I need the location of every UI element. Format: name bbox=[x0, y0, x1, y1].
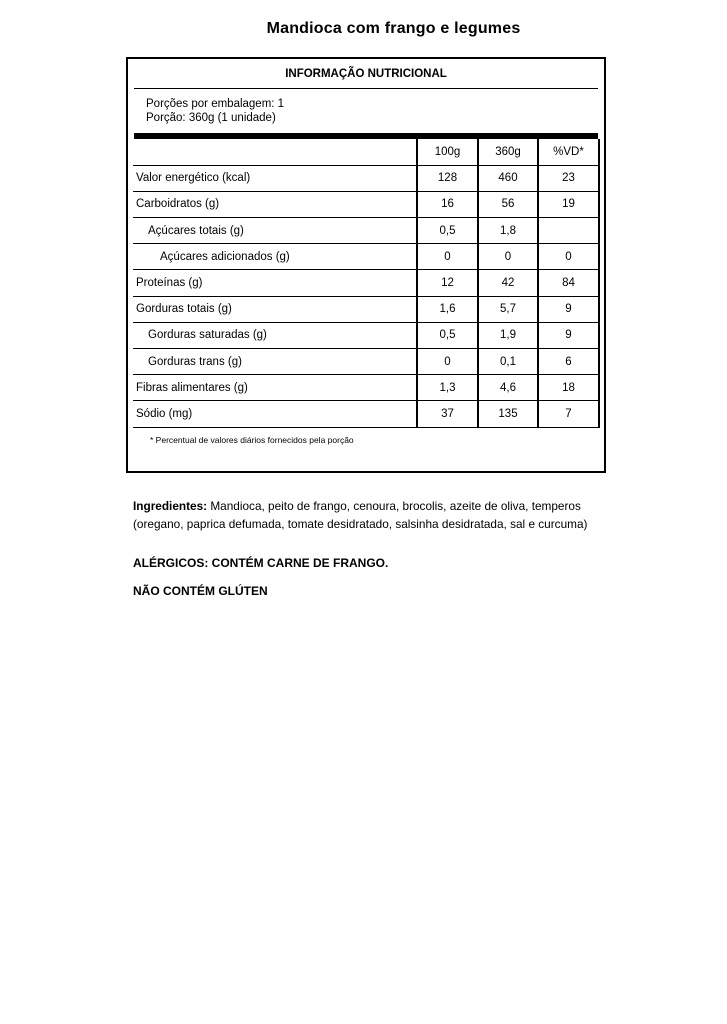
nutrient-label: Sódio (mg) bbox=[133, 401, 417, 427]
value-vd: 9 bbox=[538, 296, 599, 322]
nutrient-label: Valor energético (kcal) bbox=[133, 165, 417, 191]
value-100g: 16 bbox=[417, 191, 478, 217]
value-360g: 42 bbox=[478, 270, 538, 296]
value-vd bbox=[538, 218, 599, 244]
value-vd: 7 bbox=[538, 401, 599, 427]
daily-values-footnote: * Percentual de valores diários fornecidos pela porção bbox=[150, 434, 354, 445]
allergen-statement: ALÉRGICOS: CONTÉM CARNE DE FRANGO. bbox=[133, 556, 389, 570]
table-row bbox=[133, 349, 599, 375]
table-row bbox=[133, 401, 599, 427]
value-100g: 12 bbox=[417, 270, 478, 296]
nutrient-label: Gorduras saturadas (g) bbox=[133, 322, 417, 348]
nutrient-label: Gorduras totais (g) bbox=[133, 296, 417, 322]
column-header-vd: %VD* bbox=[538, 139, 599, 165]
header-divider bbox=[134, 88, 598, 89]
value-vd: 84 bbox=[538, 270, 599, 296]
nutrition-table bbox=[133, 139, 600, 428]
value-100g: 1,6 bbox=[417, 296, 478, 322]
table-header-row bbox=[133, 139, 599, 165]
table-row bbox=[133, 270, 599, 296]
nutrition-facts-box bbox=[126, 57, 606, 473]
value-100g: 128 bbox=[417, 165, 478, 191]
table-row bbox=[133, 191, 599, 217]
ingredients-text: Mandioca, peito de frango, cenoura, brocolis, azeite de oliva, temperos (oregano, paprica defumada, tomate desidratado, salsinha desidratada, sal e curcuma) bbox=[133, 499, 588, 531]
value-vd: 6 bbox=[538, 349, 599, 375]
nutrient-label: Gorduras trans (g) bbox=[133, 349, 417, 375]
value-100g: 0 bbox=[417, 244, 478, 270]
table-row bbox=[133, 218, 599, 244]
value-100g: 0,5 bbox=[417, 322, 478, 348]
nutrient-label: Carboidratos (g) bbox=[133, 191, 417, 217]
page-title: Mandioca com frango e legumes bbox=[266, 20, 521, 37]
value-vd: 19 bbox=[538, 191, 599, 217]
table-row bbox=[133, 244, 599, 270]
serving-size: Porção: 360g (1 unidade) bbox=[146, 112, 276, 124]
table-row bbox=[133, 165, 599, 191]
value-vd: 9 bbox=[538, 322, 599, 348]
value-100g: 37 bbox=[417, 401, 478, 427]
column-header-360g: 360g bbox=[478, 139, 538, 165]
value-360g: 56 bbox=[478, 191, 538, 217]
nutrient-label: Fibras alimentares (g) bbox=[133, 375, 417, 401]
value-360g: 0 bbox=[478, 244, 538, 270]
value-360g: 1,9 bbox=[478, 322, 538, 348]
nutrient-label: Proteínas (g) bbox=[133, 270, 417, 296]
servings-per-package: Porções por embalagem: 1 bbox=[146, 98, 285, 110]
value-vd: 0 bbox=[538, 244, 599, 270]
value-100g: 0 bbox=[417, 349, 478, 375]
allergens-section bbox=[133, 556, 598, 598]
value-360g: 0,1 bbox=[478, 349, 538, 375]
servings-info bbox=[146, 97, 598, 125]
column-header-100g: 100g bbox=[417, 139, 478, 165]
value-vd: 23 bbox=[538, 165, 599, 191]
value-360g: 1,8 bbox=[478, 218, 538, 244]
ingredients-label: Ingredientes: bbox=[133, 499, 208, 513]
value-360g: 135 bbox=[478, 401, 538, 427]
nutrient-label: Açúcares totais (g) bbox=[133, 218, 417, 244]
gluten-free-statement: NÃO CONTÉM GLÚTEN bbox=[133, 584, 268, 598]
value-100g: 1,3 bbox=[417, 375, 478, 401]
value-vd: 18 bbox=[538, 375, 599, 401]
table-row bbox=[133, 375, 599, 401]
value-360g: 460 bbox=[478, 165, 538, 191]
ingredients-paragraph bbox=[133, 497, 598, 533]
table-row bbox=[133, 322, 599, 348]
table-row bbox=[133, 296, 599, 322]
column-header-empty bbox=[133, 139, 417, 165]
value-360g: 5,7 bbox=[478, 296, 538, 322]
value-100g: 0,5 bbox=[417, 218, 478, 244]
nutrition-box-header: INFORMAÇÃO NUTRICIONAL bbox=[285, 68, 447, 80]
value-360g: 4,6 bbox=[478, 375, 538, 401]
nutrient-label: Açúcares adicionados (g) bbox=[133, 244, 417, 270]
